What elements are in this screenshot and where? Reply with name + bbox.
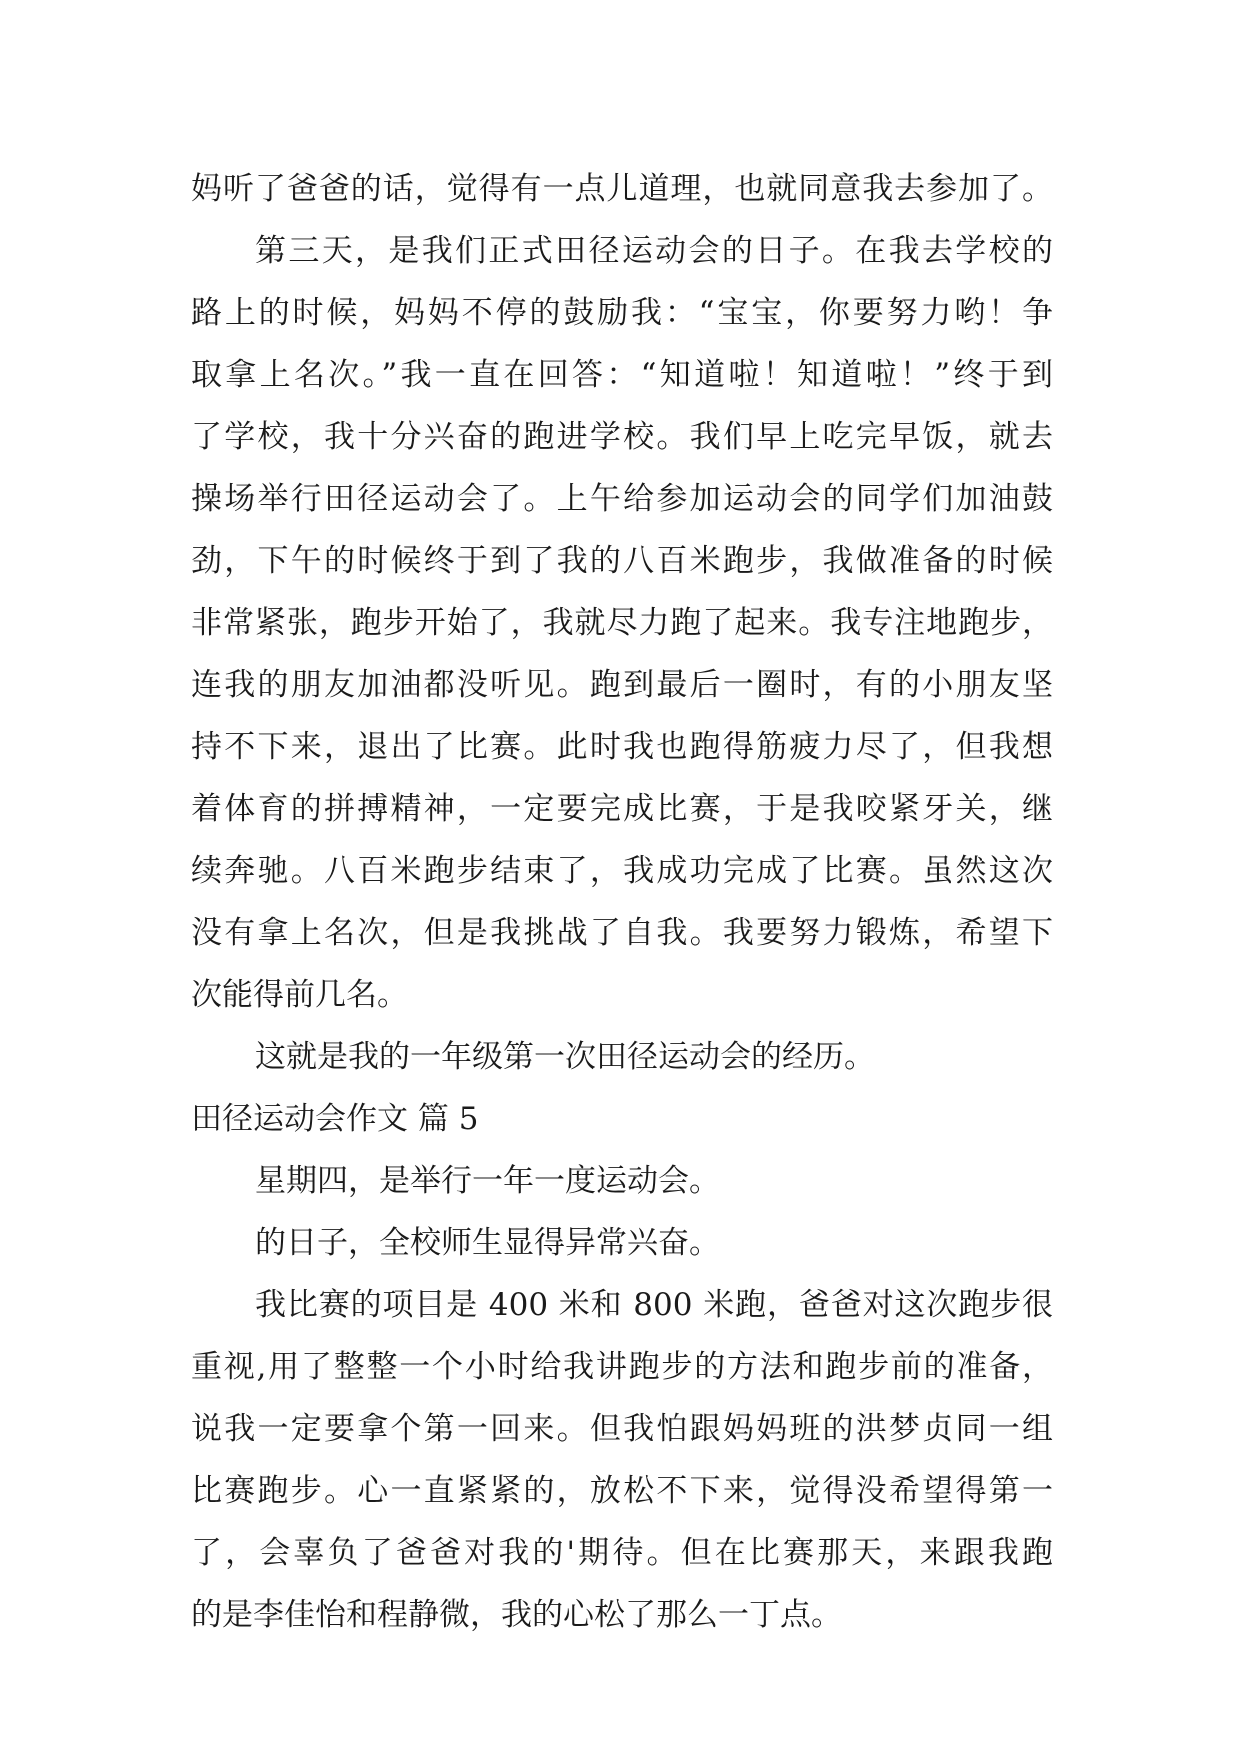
text-line: 说我一定要拿个第一回来。但我怕跟妈妈班的洪梦贞同一组 — [191, 1411, 1053, 1447]
paragraph-first-line: 第三天，是我们正式田径运动会的日子。在我去学校的 — [255, 233, 1053, 269]
paragraph-first-line: 的日子，全校师生显得异常兴奋。 — [255, 1225, 720, 1261]
text-line: 持不下来，退出了比赛。此时我也跑得筋疲力尽了，但我想 — [191, 729, 1053, 765]
text-line: 次能得前几名。 — [191, 977, 408, 1013]
text-line: 着体育的拼搏精神，一定要完成比赛，于是我咬紧牙关，继 — [191, 791, 1053, 827]
paragraph-first-line: 这就是我的一年级第一次田径运动会的经历。 — [255, 1039, 875, 1075]
document-page — [191, 158, 1053, 1646]
text-line: 路上的时候，妈妈不停的鼓励我：“宝宝，你要努力哟！争 — [191, 295, 1053, 331]
paragraph-first-line: 我比赛的项目是 400 米和 800 米跑，爸爸对这次跑步很 — [255, 1287, 1053, 1323]
text-line: 连我的朋友加油都没听见。跑到最后一圈时，有的小朋友坚 — [191, 667, 1053, 703]
text-line: 操场举行田径运动会了。上午给参加运动会的同学们加油鼓 — [191, 481, 1053, 517]
text-line: 劲，下午的时候终于到了我的八百米跑步，我做准备的时候 — [191, 543, 1053, 579]
text-line: 比赛跑步。心一直紧紧的，放松不下来，觉得没希望得第一 — [191, 1473, 1053, 1509]
text-line: 了学校，我十分兴奋的跑进学校。我们早上吃完早饭，就去 — [191, 419, 1053, 455]
text-line: 续奔驰。八百米跑步结束了，我成功完成了比赛。虽然这次 — [191, 853, 1053, 889]
text-line: 取拿上名次。”我一直在回答：“知道啦！知道啦！”终于到 — [191, 357, 1053, 393]
text-line: 没有拿上名次，但是我挑战了自我。我要努力锻炼，希望下 — [191, 915, 1053, 951]
paragraph-first-line: 星期四，是举行一年一度运动会。 — [255, 1163, 720, 1199]
text-line: 非常紧张，跑步开始了，我就尽力跑了起来。我专注地跑步， — [191, 605, 1053, 641]
text-line: 的是李佳怡和程静微，我的心松了那么一丁点。 — [191, 1597, 842, 1633]
text-line: 妈听了爸爸的话，觉得有一点儿道理，也就同意我去参加了。 — [191, 171, 1053, 207]
section-title: 田径运动会作文 篇 5 — [191, 1101, 479, 1137]
text-line: 重视,用了整整一个小时给我讲跑步的方法和跑步前的准备， — [191, 1349, 1053, 1385]
text-line: 了，会辜负了爸爸对我的'期待。但在比赛那天，来跟我跑 — [191, 1535, 1053, 1571]
